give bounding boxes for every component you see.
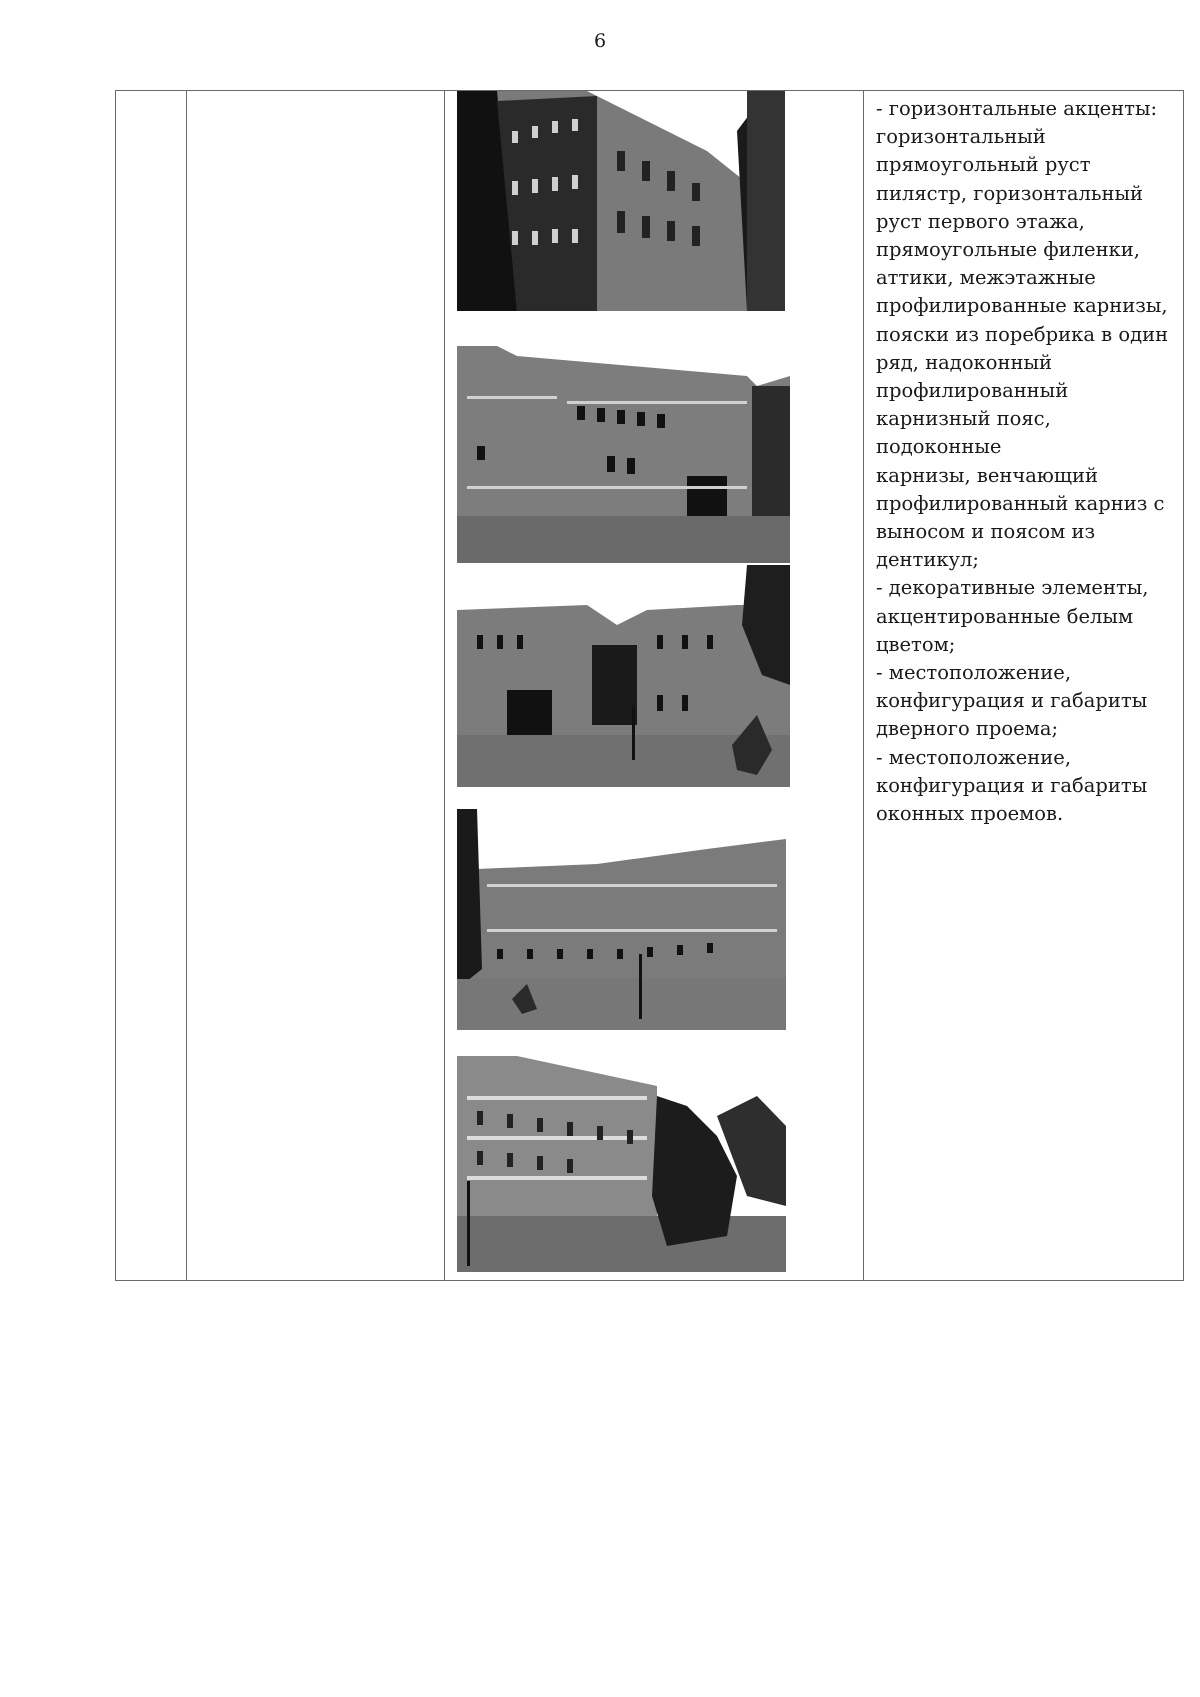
description-line: - местоположение, (876, 661, 1072, 685)
table-cell-description (864, 91, 1184, 1281)
description-line: карнизы, венчающий (876, 463, 1098, 487)
description-line: прямоугольные филенки, (876, 238, 1140, 262)
page-number: 6 (593, 30, 607, 52)
description-text (864, 91, 1183, 828)
description-line: конфигурация и габариты (876, 773, 1148, 797)
description-line: карнизный пояс, подоконные (876, 407, 1051, 459)
facade-photo-1 (457, 91, 785, 311)
table-cell-number (116, 91, 187, 1281)
description-line: - горизонтальные акценты: (876, 97, 1158, 120)
facade-photo-3 (457, 565, 790, 787)
table-cell-name (187, 91, 445, 1281)
photo-column (445, 91, 863, 1280)
description-line: руст первого этажа, (876, 209, 1085, 233)
facade-photo-4 (457, 809, 786, 1030)
description-line: акцентированные белым (876, 604, 1134, 628)
description-line: оконных проемов. (876, 802, 1064, 826)
description-line: профилированный карниз с (876, 491, 1165, 515)
description-line: - местоположение, (876, 745, 1072, 769)
table-row (116, 91, 1184, 1281)
description-line: прямоугольный руст (876, 153, 1091, 177)
description-line: ряд, надоконный (876, 350, 1052, 374)
description-line: дентикул; (876, 548, 979, 572)
facade-photo-2 (457, 346, 790, 563)
description-line: конфигурация и габариты (876, 689, 1148, 713)
description-line: пояски из поребрика в один (876, 322, 1169, 346)
document-table (115, 90, 1184, 1281)
description-line: - декоративные элементы, (876, 576, 1149, 600)
description-line: пилястр, горизонтальный (876, 181, 1144, 205)
description-line: профилированный (876, 379, 1069, 403)
description-line: профилированные карнизы, (876, 294, 1168, 318)
description-line: дверного проема; (876, 717, 1059, 741)
description-line: выносом и поясом из (876, 520, 1096, 544)
facade-photo-5 (457, 1056, 786, 1272)
description-line: аттики, межэтажные (876, 266, 1096, 290)
table-cell-photos (445, 91, 864, 1281)
description-line: горизонтальный (876, 125, 1046, 149)
description-line: цветом; (876, 632, 956, 656)
